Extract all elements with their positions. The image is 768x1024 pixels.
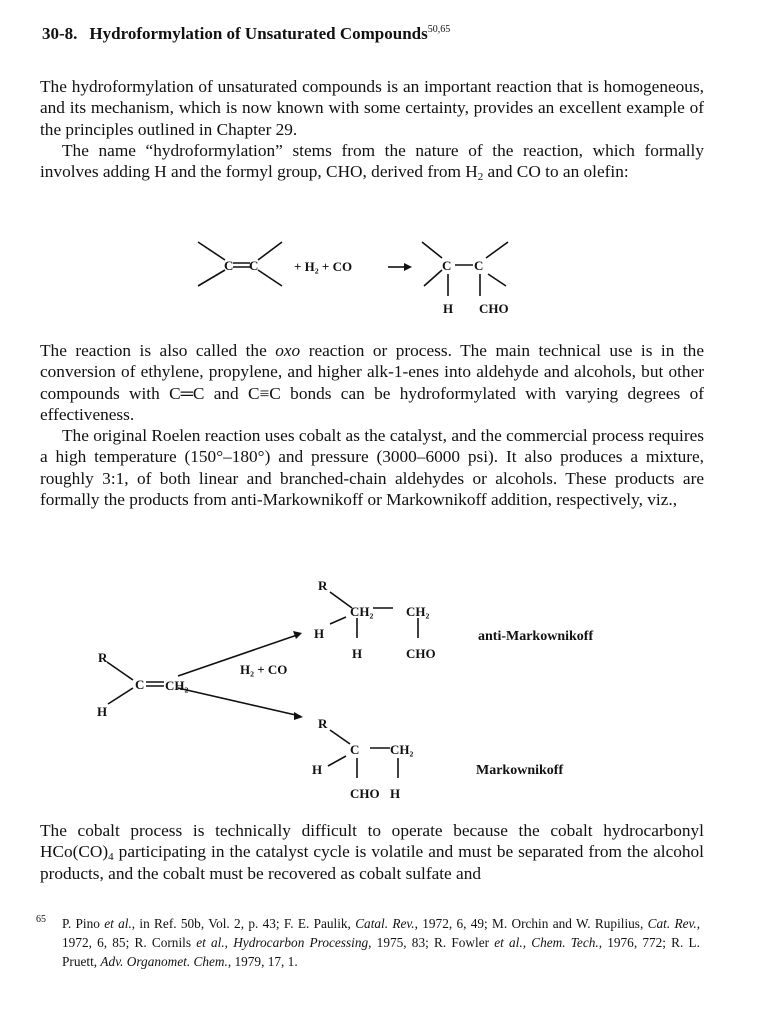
r2-reactant-h: H — [97, 704, 108, 719]
r2-mark-h-left: H — [312, 762, 323, 777]
footnote-text: P. Pino et al., in Ref. 50b, Vol. 2, p. 43; F. E. Paulik, Catal. Rev., 1972, 6, 49; M. Orchin and W. Rupilius, Cat. Rev., 1972, 6, 85; R. Cornils et al., Hydrocarbon Processing, 1975, 83; R. Fowler et al., Chem. Tech., 1976, 772; R. L. Pruett, Adv. Organomet. Chem., 1979, 17, 1. — [62, 916, 701, 969]
r2-reactant-ch2: CH₂ — [165, 678, 189, 693]
r2-reagents: H₂ + CO — [240, 662, 288, 677]
r1-reagents: + H₂ + CO — [294, 259, 353, 274]
r2-anti-h-bottom: H — [352, 646, 363, 661]
section-title: Hydroformylation of Unsaturated Compounds — [89, 24, 428, 43]
paragraph-3: The reaction is also called the oxo reaction or process. The main technical use is in the conversion of ethylene, propylene, and higher alk-1-enes into aldehyde and alcohols, but other compounds with C═C and C≡C bonds can be hydroformylated with varying degrees of effectiveness. — [40, 341, 704, 424]
r2-anti-label: anti-Markownikoff — [478, 629, 594, 644]
r2-anti-cho: CHO — [406, 646, 436, 661]
r2-anti-r: R — [318, 578, 328, 593]
section-number: 30-8. — [42, 24, 78, 43]
section-refs: 50,65 — [427, 24, 451, 35]
reaction-2-diagram — [0, 570, 768, 810]
r2-anti-ch2a: CH₂ — [350, 604, 374, 619]
r2-mark-label: Markownikoff — [476, 763, 564, 778]
paragraph-1: The hydroformylation of unsaturated compounds is an important reaction that is homogeneous, and its mechanism, which is now known with some certainty, provides an excellent example of the principles outlined in Chapter 29. — [40, 77, 704, 139]
r2-anti-ch2b: CH₂ — [406, 604, 430, 619]
footnote — [36, 914, 700, 971]
closing-paragraph — [40, 820, 704, 884]
middle-paragraphs — [40, 340, 704, 510]
r2-mark-ch2: CH₂ — [390, 742, 414, 757]
r1-right-c2: C — [474, 258, 484, 273]
r1-left-c1: C — [224, 258, 234, 273]
r1-left-c2: C — [249, 258, 259, 273]
paragraph-2: The name “hydroformylation” stems from the nature of the reaction, which formally involves adding H and the formyl group, CHO, derived from $H_2$ and CO to an olefin: — [40, 140, 704, 184]
r2-mark-r: R — [318, 716, 328, 731]
paragraph-4: The original Roelen reaction uses cobalt as the catalyst, and the commercial process requires a high temperature (150°–180°) and pressure (3000–6000 psi). It also produces a mixture, roughly 3:1, of both linear and branched-chain aldehydes or alcohols. These products are formally the products from anti-Markownikoff or Markownikoff addition, respectively, viz., — [40, 426, 704, 510]
paragraph-5: The cobalt process is technically difficult to operate because the cobalt hydrocarbonyl $HCo(CO)_4$ participating in the catalyst cycle is volatile and must be separated from the alcohol products, and the cobalt must be recovered as cobalt sulfate and — [40, 821, 704, 883]
r2-anti-h-left: H — [314, 626, 325, 641]
intro-paragraphs — [40, 76, 704, 182]
r1-sub-h: H — [443, 301, 454, 316]
r1-sub-cho: CHO — [479, 301, 509, 316]
r2-mark-cho: CHO — [350, 786, 380, 801]
reaction-1-diagram — [0, 230, 768, 330]
r2-reactant-c: C — [135, 677, 145, 692]
r1-right-c1: C — [442, 258, 452, 273]
section-heading — [42, 24, 450, 44]
r2-reactant-r: R — [98, 650, 108, 665]
footnote-mark: 65 — [36, 914, 46, 925]
r2-mark-h-bottom: H — [390, 786, 401, 801]
r2-mark-c: C — [350, 742, 360, 757]
